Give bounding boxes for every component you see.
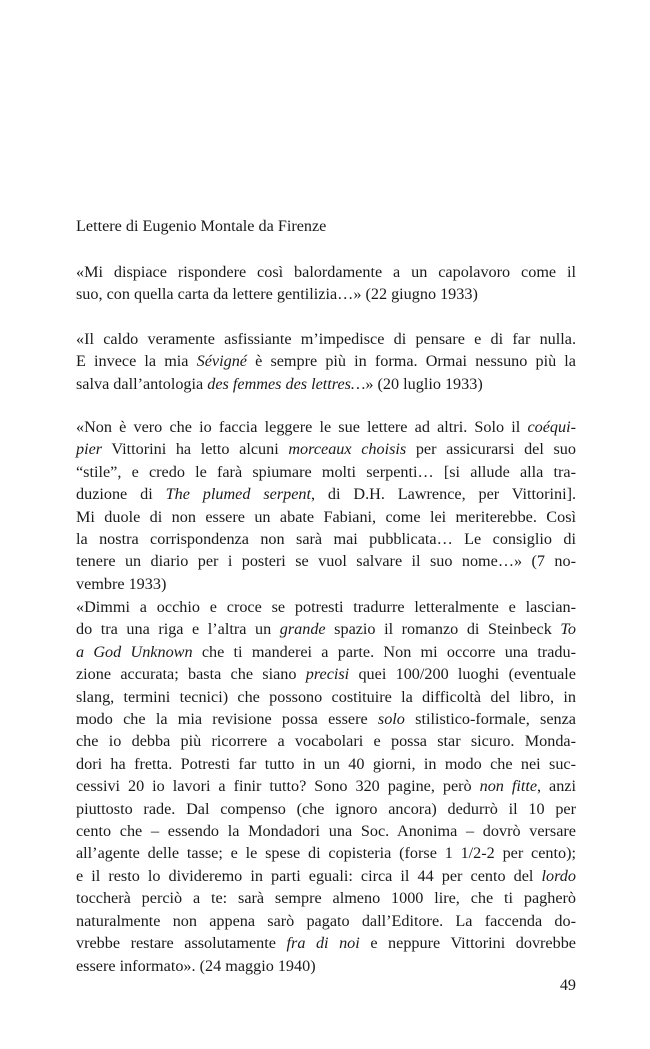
text-line: tenere un diario per i posteri se vuol salvare il suo nome…» (7 no- xyxy=(76,552,576,571)
italic-text: non fitte xyxy=(479,777,538,796)
text-line: naturalmente non appena sarò pagato dall’Editore. La faccenda do- xyxy=(76,911,576,930)
letter-excerpt-2 xyxy=(76,328,576,395)
text-line: «Non è vero che io faccia leggere le sue lettere ad altri. Solo il coéqui- xyxy=(76,418,576,436)
text-line: zione accurata; basta che siano precisi quei 100/200 luoghi (eventuale xyxy=(76,665,576,684)
italic-text: a God Unknown xyxy=(76,642,193,661)
text-line: essere informato». (24 maggio 1940) xyxy=(76,956,316,975)
text-line: all’agente delle tasse; e le spese di copisteria (forse 1 1/2-2 per cento); xyxy=(76,844,576,863)
section-heading: Lettere di Eugenio Montale da Firenze xyxy=(76,217,327,235)
italic-text: coéqui- xyxy=(527,418,576,436)
letter-excerpt-1 xyxy=(76,261,576,306)
text-line: che io debba più ricorrere a vocabolari e possa star sicuro. Monda- xyxy=(76,732,576,751)
italic-text: morceaux choisis xyxy=(288,440,407,459)
italic-text: lordo xyxy=(541,866,576,885)
italic-text: des femmes des lettres… xyxy=(207,374,366,393)
text-line: toccherà perciò a te: sarà sempre almeno 1000 lire, che ti pagherò xyxy=(76,889,576,908)
italic-text: fra di noi xyxy=(286,934,360,953)
italic-text: precisi xyxy=(305,665,350,684)
text-line: vrebbe restare assolutamente fra di noi e neppure Vittorini dovrebbe xyxy=(76,934,576,953)
text-line: vembre 1933) xyxy=(76,574,167,593)
letter-excerpt-4 xyxy=(76,596,576,977)
text-line: E invece la mia Sévigné è sempre più in forma. Ormai nessuno più la xyxy=(76,352,576,371)
text-line: Mi duole di non essere un abate Fabiani, come lei meriterebbe. Così xyxy=(76,507,576,526)
italic-text: pier xyxy=(76,440,103,459)
page-number: 49 xyxy=(559,976,576,994)
text-line: modo che la mia revisione possa essere solo stilistico-formale, senza xyxy=(76,710,576,729)
text-line: «Mi dispiace rispondere così balordamente a un capolavoro come il xyxy=(76,263,576,281)
text-line: salva dall’antologia des femmes des lettres…» (20 luglio 1933) xyxy=(76,374,483,393)
text-line: dori ha fretta. Potresti far tutto in un 40 giorni, in modo che nei suc- xyxy=(76,754,576,773)
text-line: cessivi 20 io lavori a finir tutto? Sono 320 pagine, però non fitte, anzi xyxy=(76,777,576,796)
text-line: suo, con quella carta da lettere gentilizia…» (22 giugno 1933) xyxy=(76,285,478,304)
text-line: pier Vittorini ha letto alcuni morceaux choisis per assicurarsi del suo xyxy=(76,440,576,459)
text-line: a God Unknown che ti manderei a parte. Non mi occorre una tradu- xyxy=(76,642,576,661)
italic-text: To xyxy=(560,620,576,639)
italic-text: Sévigné xyxy=(196,352,247,371)
text-line: do tra una riga e l’altra un grande spazio il romanzo di Steinbeck To xyxy=(76,620,576,639)
text-line: la nostra corrispondenza non sarà mai pubblicata… Le consiglio di xyxy=(76,530,576,549)
text-line: duzione di The plumed serpent, di D.H. Lawrence, per Vittorini]. xyxy=(76,485,577,504)
text-line: “stile”, e credo le farà spiumare molti serpenti… [si allude alla tra- xyxy=(76,462,576,481)
italic-text: grande xyxy=(279,620,326,639)
text-line: slang, termini tecnici) che possono costituire la difficoltà del libro, in xyxy=(76,687,576,706)
letter-excerpt-3 xyxy=(76,416,576,595)
text-line: «Il caldo veramente asfissiante m’impedisce di pensare e di far nulla. xyxy=(76,330,576,348)
text-line: piuttosto rade. Dal compenso (che ignoro ancora) dedurrò il 10 per xyxy=(76,799,576,818)
text-line: «Dimmi a occhio e croce se potresti tradurre letteralmente e lascian- xyxy=(76,598,576,616)
text-line: e il resto lo divideremo in parti eguali: circa il 44 per cento del lordo xyxy=(76,866,576,885)
italic-text: solo xyxy=(377,710,405,729)
text-line: cento che – essendo la Mondadori una Soc. Anonima – dovrò versare xyxy=(76,822,576,841)
italic-text: The plumed serpent xyxy=(165,485,311,504)
